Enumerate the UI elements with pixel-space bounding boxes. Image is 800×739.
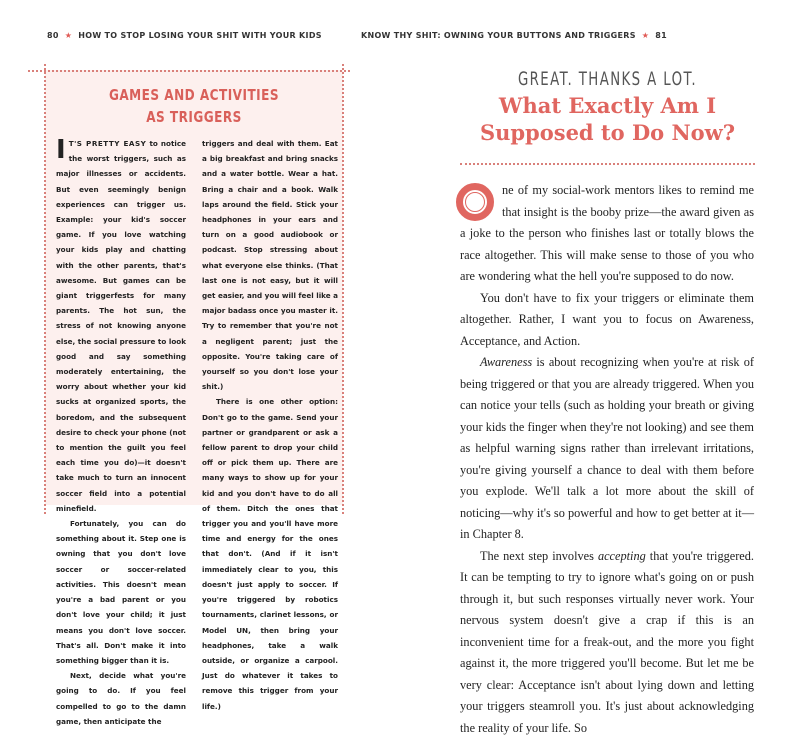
paragraph: Next, decide what you're going to do. If you feel compelled to go to the damn game, then anticipate the	[56, 668, 186, 729]
drop-cap: I	[56, 138, 66, 162]
running-head-text: HOW TO STOP LOSING YOUR SHIT WITH YOUR KIDS	[78, 31, 322, 40]
running-head-right	[361, 31, 667, 40]
sidebar-title: GAMES AND ACTIVITIES AS TRIGGERS	[78, 84, 310, 128]
paragraph: The next step involves accepting that you're triggered. It can be tempting to try to ignore what's going on or push through it, but such responses virtually never work. Your nervous system doesn't give a crap if this is an inconvenient time for a freak-out, and the more you fight against it, the more triggered you'll become. But let me be very clear: Acceptance isn't about lying down and letting your triggers steamroll you. It's just about acknowledging the reality of your life. So	[460, 546, 754, 739]
page-number: 80	[47, 31, 59, 40]
star-icon: ★	[65, 31, 72, 40]
paragraph: Fortunately, you can do something about it. Step one is owning that you don't love soccer or soccer-related activities. This doesn't mean you're a bad parent or you don't love your child; it just means you don't love soccer. That's all. Don't make it into something bigger than it is.	[56, 516, 186, 668]
dotted-border-top	[28, 70, 350, 72]
drop-cap-o	[456, 183, 494, 221]
paragraph: ne of my social-work mentors likes to remind me that insight is the booby prize—the award given as a joke to the person who finishes last or totally blows the race altogether. This will make sense to those of you who are wondering what the hell you're supposed to do now.	[460, 180, 754, 288]
dotted-divider	[460, 163, 755, 165]
dotted-border-right	[342, 64, 344, 514]
paragraph: Awareness is about recognizing when you're at risk of being triggered or that you are already triggered. When you can notice your tells (such as holding your breath or giving your kids the finger when they're not looking) and see them as helpful warning signs rather than irrelevant irritations, you're giving yourself a chance to deal with them before you explode. We'll talk a lot more about the skill of noticing—why it's so powerful and how to get better at it—in Chapter 8.	[460, 352, 754, 546]
paragraph: I T'S PRETTY EASY to notice the worst triggers, such as major illnesses or accidents. But even seemingly benign experiences can trigger us. Example: your kid's soccer game. If you love watching your kids play and chatting with the other parents, that's awesome. But games can be giant triggerfests for many parents. The hot sun, the stress of not knowing anyone else, the social pressure to look good and say something moderately entertaining, the worry about whether your kid sucks at organized sports, the boredom, and the subsequent desire to check your phone (not to mention the guilt you feel each time you do)—it doesn't take much to turn an innocent soccer field into a potential minefield.	[56, 136, 186, 516]
paragraph: triggers and deal with them. Eat a big breakfast and bring snacks and a water bottle. Wear a hat. Bring a chair and a book. Walk laps around the field. Stick your headphones in your ears and turn on a good audiobook or podcast. Stop stressing about what everyone else thinks. (That last one is not easy, but it will get easier, and you will feel like a major badass once you master it. Try to remember that you're not a negligent parent; just the opposite. You're taking care of yourself so you don't lose your shit.)	[202, 136, 338, 394]
body-text	[460, 180, 754, 739]
page-number: 81	[655, 31, 667, 40]
sidebar-column-1	[56, 136, 186, 729]
section-title: What Exactly Am I Supposed to Do Now?	[440, 92, 775, 146]
star-icon: ★	[642, 31, 649, 40]
paragraph: There is one other option: Don't go to the game. Send your partner or grandparent or ask a fellow parent to drop your child off or pick them up. There are many ways to show up for your kid and you don't have to do all of them. Ditch the ones that trigger you and you'll have more time and energy for the ones that don't. (And if it isn't immediately clear to you, this doesn't just apply to soccer. If you're triggered by robotics tournaments, clarinet lessons, or Model UN, then bring your headphones, take a walk outside, or organize a carpool. Just do whatever it takes to remove this trigger from your life.)	[202, 394, 338, 713]
sidebar-column-2	[202, 136, 338, 714]
running-head-left	[47, 31, 322, 40]
running-head-text: KNOW THY SHIT: OWNING YOUR BUTTONS AND TRIGGERS	[361, 31, 636, 40]
paragraph: You don't have to fix your triggers or eliminate them altogether. Rather, I want you to focus on Awareness, Acceptance, and Action.	[460, 288, 754, 353]
dotted-border-left	[44, 64, 46, 514]
section-subhead: GREAT. THANKS A LOT.	[504, 68, 711, 90]
